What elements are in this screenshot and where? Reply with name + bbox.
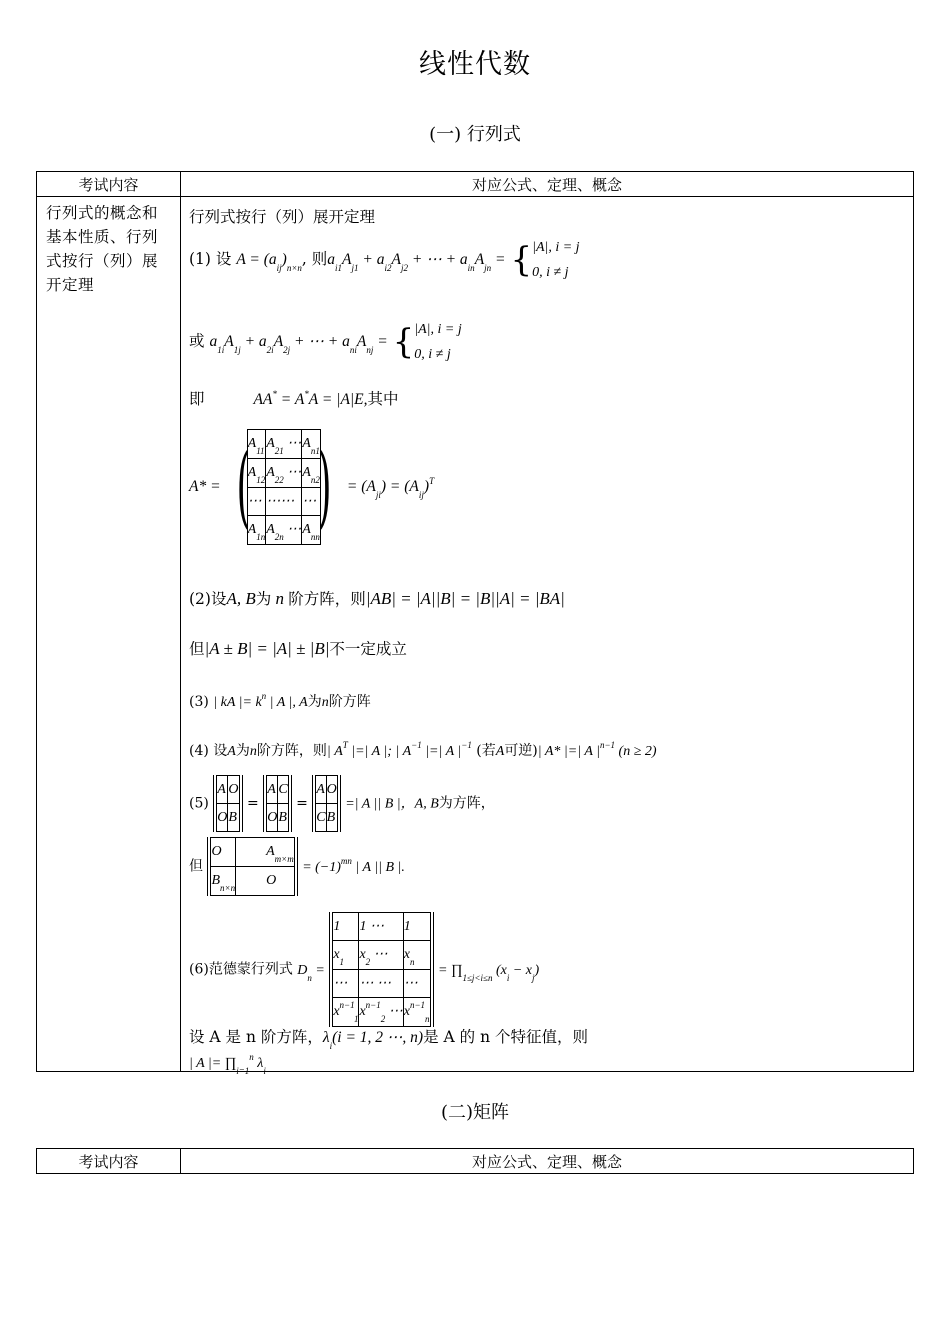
matrix-table bbox=[36, 1148, 914, 1174]
header-content: 考试内容 bbox=[37, 172, 181, 197]
section-title-determinant: (一) 行列式 bbox=[429, 124, 521, 145]
formula-1: (1) 设 $A = (a_{ij})_{n\times n}$, 则$a_{i1}A_{j1} + a_{i2}A_{j2}$ + ⋯ + $a_{in}A_{jn} = \{|A|$, i = j 0, i ≠ j bbox=[189, 239, 580, 280]
eigenvalue-line: 设 A 是 n 阶方阵，$\lambda_i(i = 1$, 2 ⋯, n)是 A 的 n 个特征值，则 bbox=[189, 1028, 588, 1051]
matrix-header-content: 考试内容 bbox=[37, 1149, 181, 1174]
formula-1c: 即 AA* = A*A = |A|E,其中 bbox=[189, 389, 399, 408]
topic-text: 行列式的概念和基本性质、行列式按行（列）展开定理 bbox=[46, 204, 159, 294]
formula-6: (6)范德蒙行列式 $D_n = 1$ 1 ⋯ 1 $x_1$ $x_2$ ⋯ $x_n$ ⋯ ⋯ ⋯ ⋯ $x^{n-1}_1$ $x^{n-1}_2$ ⋯ $x^{n-1}_n$ = $\prod_{1\le j<i\le n}$ $(x_i - x_j)$ bbox=[189, 912, 539, 1027]
eigenvalue-product: | A |= $\prod_{i=1}^n$ $\lambda_i$ bbox=[189, 1052, 266, 1076]
formula-cell bbox=[181, 197, 914, 1076]
formula-2b: 但|A ± B| = |A| ± |B|不一定成立 bbox=[189, 639, 407, 658]
section-title-matrix: (二)矩阵 bbox=[440, 1102, 510, 1123]
determinant-table bbox=[36, 171, 914, 1076]
matrix-header-formula: 对应公式、定理、概念 bbox=[181, 1149, 914, 1174]
formula-5: (5) A O O B = A C O B = A O C B =| A || B |，A, B为方阵， bbox=[189, 775, 495, 832]
formula-3: (3) | kA |= $k^n$ | A |, A为n阶方阵 bbox=[189, 691, 371, 710]
page-title: 线性代数 bbox=[419, 49, 531, 80]
adjugate-matrix: $A* = (A_{11}$ $A_{21}$ ⋯ $A_{n1}$ $A_{12}$ $A_{22}$ ⋯ $A_{n2}$ ⋯ ⋯⋯ ⋯ $A_{1n}$ $A_{2n}$ ⋯ $A_{nn}) = (A_{ji}) = (A_{ij})^T$ bbox=[189, 429, 434, 545]
expansion-heading: 行列式按行（列）展开定理 bbox=[189, 208, 376, 226]
formula-4: (4) 设A为n阶方阵，则| $A^T$ |=| A |; | $A^{-1}$ |=| A $|^{-1}$ (若A可逆)| A* |=| A $|^{n-1}$ (n ≥ 2) bbox=[189, 740, 657, 759]
formula-2: (2)设A, B为 n 阶方阵，则|AB| = |A||B| = |B||A| = |BA| bbox=[189, 589, 565, 608]
header-formula: 对应公式、定理、概念 bbox=[181, 172, 914, 197]
formula-5b: 但 O $A_{m\times m}$ $B_{n\times n}$ $O = (-1)^{mn}$ | A || B |. bbox=[189, 837, 405, 896]
formula-1b: 或 $a_{1i}A_{1j} + a_{2i}A_{2j}$ + ⋯ + $a_{ni}A_{nj} = \{|A|$, i = j 0, i ≠ j bbox=[189, 321, 462, 362]
